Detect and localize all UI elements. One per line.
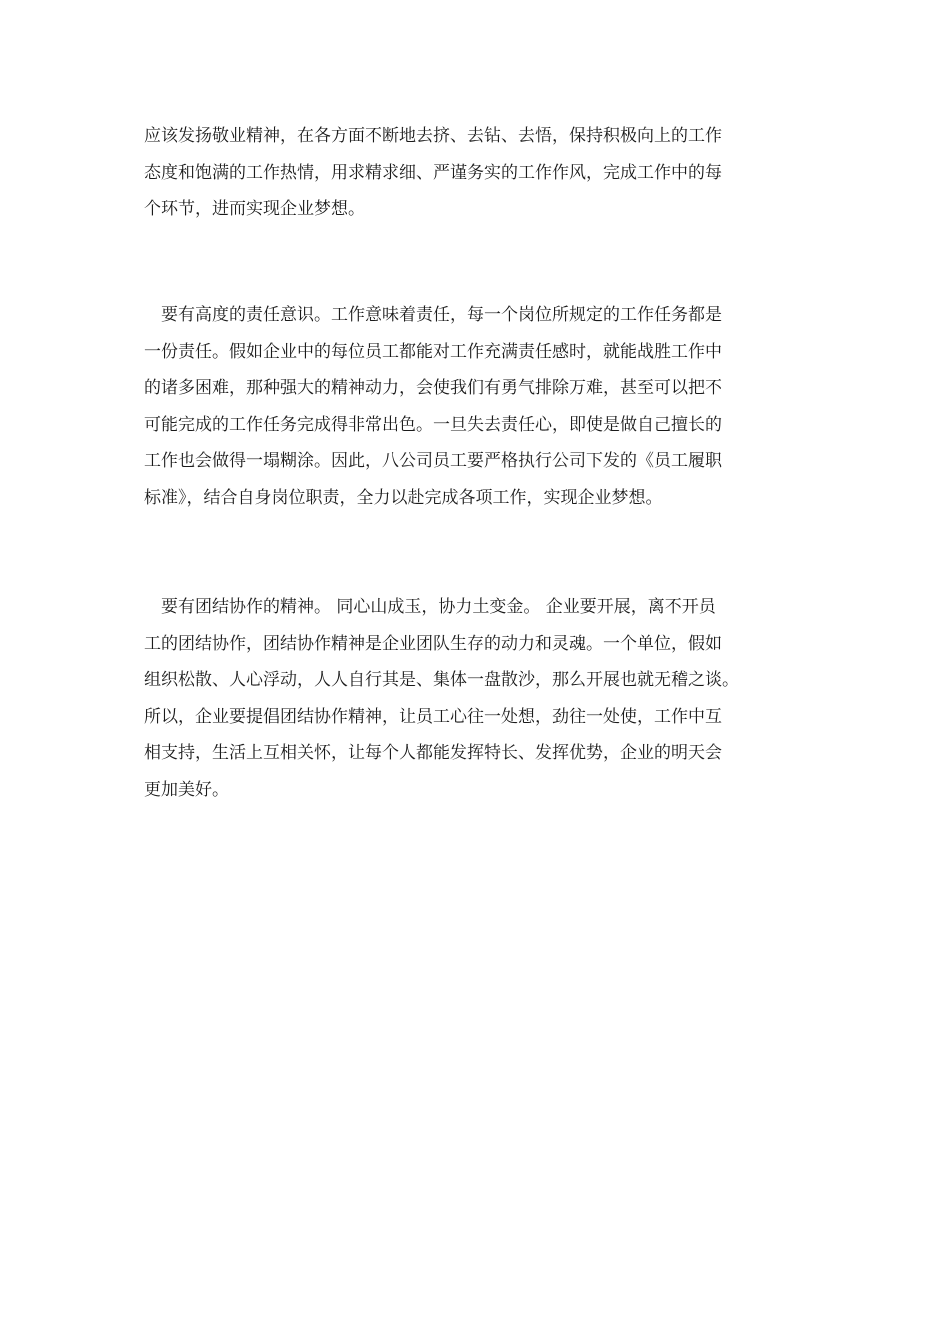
paragraph-line: 应该发扬敬业精神，在各方面不断地去挤、去钻、去悟，保持积极向上的工作 — [144, 126, 722, 146]
paragraph-line: 工作也会做得一塌糊涂。因此，八公司员工要严格执行公司下发的《员工履职 — [144, 451, 722, 472]
paragraph-line: 的诸多困难，那种强大的精神动力，会使我们有勇气排除万难，甚至可以把不 — [144, 378, 722, 399]
paragraph-line: 标准》，结合自身岗位职责，全力以赴完成各项工作，实现企业梦想。 — [144, 487, 663, 508]
paragraph-responsibility — [144, 297, 812, 517]
paragraph-line: 要有高度的责任意识。工作意味着责任，每一个岗位所规定的工作任务都是 — [144, 305, 722, 325]
paragraph-line: 可能完成的工作任务完成得非常出色。一旦失去责任心，即使是做自己擅长的 — [144, 414, 722, 435]
paragraph-teamwork — [144, 589, 812, 809]
paragraph-line: 个环节，进而实现企业梦想。 — [144, 199, 365, 220]
paragraph-line: 相支持，生活上互相关怀，让每个人都能发挥特长、发挥优势，企业的明天会 — [144, 743, 722, 764]
paragraph-line: 一份责任。假如企业中的每位员工都能对工作充满责任感时，就能战胜工作中 — [144, 341, 722, 362]
paragraph-line: 态度和饱满的工作热情，用求精求细、严谨务实的工作作风，完成工作中的每 — [144, 162, 722, 183]
paragraph-line: 要有团结协作的精神。 同心山成玉，协力土变金。 企业要开展，离不开员 — [144, 597, 716, 617]
paragraph-line: 更加美好。 — [144, 779, 229, 800]
paragraph-line: 工的团结协作，团结协作精神是企业团队生存的动力和灵魂。一个单位，假如 — [144, 633, 722, 654]
paragraph-line: 组织松散、人心浮动，人人自行其是、集体一盘散沙，那么开展也就无稽之谈。 — [144, 670, 739, 691]
paragraph-line: 所以，企业要提倡团结协作精神，让员工心往一处想，劲往一处使，工作中互 — [144, 706, 722, 727]
paragraph-dedication — [144, 118, 812, 228]
